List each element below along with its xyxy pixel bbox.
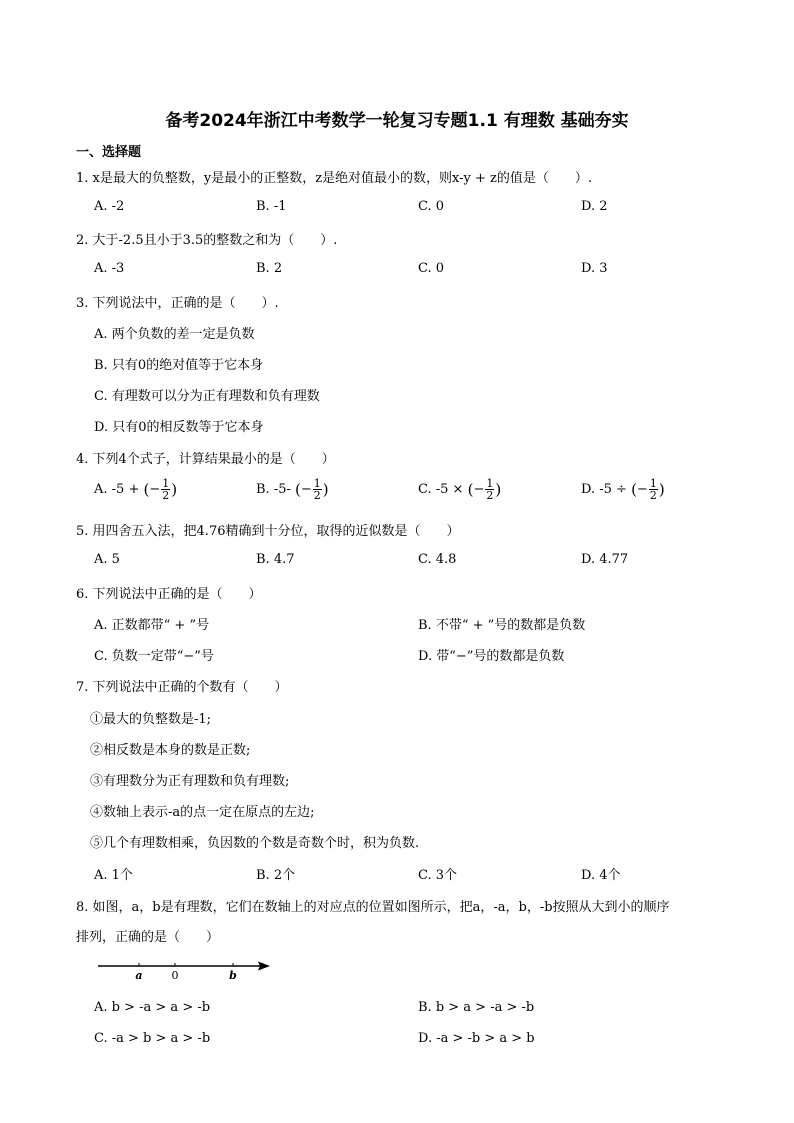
question-2-stem: 2. 大于-2.5且小于3.5的整数之和为（ ）. bbox=[76, 233, 338, 248]
page-title: 备考2024年浙江中考数学一轮复习专题1.1 有理数 基础夯实 bbox=[165, 111, 629, 131]
label-a: a bbox=[135, 969, 143, 982]
q7-statement-3: ③有理数分为正有理数和负有理数; bbox=[90, 774, 290, 789]
q4-option-c: C. -5 × (− $\frac{1}{2}$ ) bbox=[418, 477, 502, 502]
q7-option-a: A. 1个 bbox=[94, 868, 133, 883]
q7-statement-1: ①最大的负整数是-1; bbox=[90, 712, 212, 727]
number-line-figure bbox=[94, 955, 274, 985]
question-7-stem: 7. 下列说法中正确的个数有（ ） bbox=[76, 680, 288, 695]
q4-option-d: D. -5 ÷ (− $\frac{1}{2}$ ) bbox=[581, 477, 665, 502]
fraction: $\frac{1}{2}$ bbox=[649, 477, 657, 502]
q6-option-a: A. 正数都带“ + ”号 bbox=[94, 618, 210, 633]
q6-option-c: C. 负数一定带“−”号 bbox=[94, 649, 214, 664]
q7-option-d: D. 4个 bbox=[581, 868, 621, 883]
q3-option-a: A. 两个负数的差一定是负数 bbox=[94, 327, 255, 342]
q7-statement-2: ②相反数是本身的数是正数; bbox=[90, 743, 251, 758]
q1-option-b: B. -1 bbox=[256, 199, 287, 214]
question-1-stem: 1. x是最大的负整数，y是最小的正整数，z是绝对值最小的数，则x-y + z的值是（ ）. bbox=[76, 171, 593, 186]
q8-option-a: A. b > -a > a > -b bbox=[94, 1000, 211, 1015]
question-4-stem: 4. 下列4个式子，计算结果最小的是（ ） bbox=[76, 452, 335, 467]
q8-option-b: B. b > a > -a > -b bbox=[418, 1000, 535, 1015]
q7-option-b: B. 2个 bbox=[256, 868, 296, 883]
q1-option-a: A. -2 bbox=[94, 199, 125, 214]
q4-option-a: A. -5 + (− $\frac{1}{2}$ ) bbox=[94, 477, 178, 502]
q2-option-a: A. -3 bbox=[94, 261, 125, 276]
q7-statement-4: ④数轴上表示-a的点一定在原点的左边; bbox=[90, 805, 315, 820]
fraction: $\frac{1}{2}$ bbox=[162, 477, 170, 502]
q5-option-a: A. 5 bbox=[94, 552, 120, 567]
q3-option-d: D. 只有0的相反数等于它本身 bbox=[94, 420, 264, 435]
q7-option-c: C. 3个 bbox=[418, 868, 458, 883]
question-6-stem: 6. 下列说法中正确的是（ ） bbox=[76, 587, 262, 602]
label-zero: 0 bbox=[171, 969, 179, 982]
label-b: b bbox=[229, 969, 237, 982]
q4-option-b: B. -5- (− $\frac{1}{2}$ ) bbox=[256, 477, 329, 502]
q5-option-b: B. 4.7 bbox=[256, 552, 295, 567]
fraction: $\frac{1}{2}$ bbox=[486, 477, 494, 502]
q2-option-b: B. 2 bbox=[256, 261, 283, 276]
section-heading: 一、选择题 bbox=[76, 145, 142, 160]
q1-option-d: D. 2 bbox=[581, 199, 608, 214]
q8-option-c: C. -a > b > a > -b bbox=[94, 1031, 211, 1046]
q1-option-c: C. 0 bbox=[418, 199, 445, 214]
q2-option-c: C. 0 bbox=[418, 261, 445, 276]
q7-statement-5: ⑤几个有理数相乘，负因数的个数是奇数个时，积为负数. bbox=[90, 836, 420, 851]
q2-option-d: D. 3 bbox=[581, 261, 608, 276]
q6-option-b: B. 不带“ + ”号的数都是负数 bbox=[418, 618, 586, 633]
q3-option-c: C. 有理数可以分为正有理数和负有理数 bbox=[94, 389, 320, 404]
q5-option-d: D. 4.77 bbox=[581, 552, 629, 567]
question-3-stem: 3. 下列说法中，正确的是（ ）. bbox=[76, 296, 279, 311]
q8-option-d: D. -a > -b > a > b bbox=[418, 1031, 535, 1046]
question-8-stem-line1: 8. 如图，a，b是有理数，它们在数轴上的对应点的位置如图所示，把a，-a，b，-b按照从大到小的顺序 bbox=[76, 900, 670, 915]
q5-option-c: C. 4.8 bbox=[418, 552, 457, 567]
question-8-stem-line2: 排列，正确的是（ ） bbox=[76, 930, 220, 945]
fraction: $\frac{1}{2}$ bbox=[313, 477, 321, 502]
question-5-stem: 5. 用四舍五入法，把4.76精确到十分位，取得的近似数是（ ） bbox=[76, 524, 460, 539]
q3-option-b: B. 只有0的绝对值等于它本身 bbox=[94, 358, 264, 373]
q6-option-d: D. 带“−”号的数都是负数 bbox=[418, 649, 565, 664]
